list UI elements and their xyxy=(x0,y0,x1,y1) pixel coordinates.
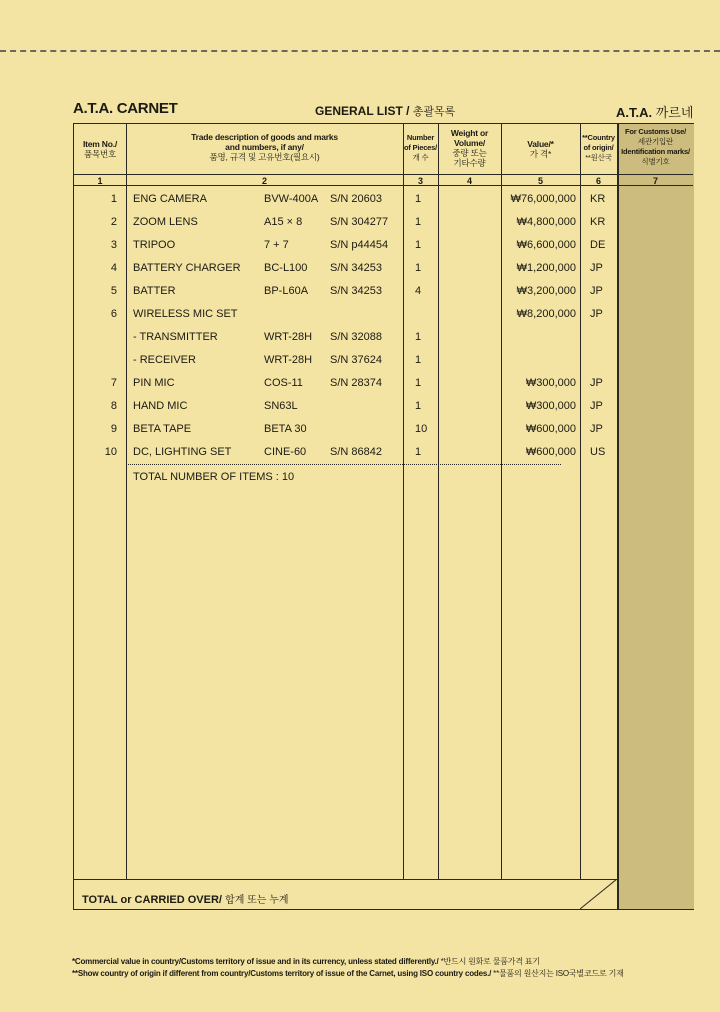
item-model: BETA 30 xyxy=(264,423,307,435)
header-country xyxy=(580,133,617,163)
header-pieces-line2: of Pieces/ xyxy=(403,143,438,152)
item-number: 10 xyxy=(104,446,117,458)
footnote-1-en: *Commercial value in country/Customs territory of issue and in its currency, unless stated differently./ xyxy=(72,957,439,966)
item-pieces: 1 xyxy=(415,239,422,251)
item-pieces: 1 xyxy=(415,446,422,458)
item-model: COS-11 xyxy=(264,377,303,389)
total-carried-over xyxy=(82,891,289,906)
item-row xyxy=(74,285,617,308)
item-description: WIRELESS MIC SET xyxy=(133,308,238,320)
item-pieces: 1 xyxy=(415,377,422,389)
item-serial: S/N 28374 xyxy=(330,377,382,389)
carnet-title-right-ko: 까르네 xyxy=(655,105,694,120)
general-list-title-ko: 총괄목록 xyxy=(412,106,456,118)
footnote-2-en: **Show country of origin if different from country/Customs territory of issue of the Carnet, using ISO country codes./ xyxy=(72,969,492,978)
item-description: - TRANSMITTER xyxy=(133,331,218,343)
item-description: BETA TAPE xyxy=(133,423,192,435)
item-serial: S/N 20603 xyxy=(330,193,382,205)
colnum-4: 4 xyxy=(466,176,472,186)
item-value: ₩4,800,000 xyxy=(516,216,576,228)
item-serial: S/N 37624 xyxy=(330,354,382,366)
item-value: ₩6,600,000 xyxy=(516,239,576,251)
item-country: JP xyxy=(590,262,603,274)
total-carried-over-ko: 합계 또는 누계 xyxy=(225,895,289,906)
item-country: JP xyxy=(590,308,603,320)
item-country: JP xyxy=(590,285,603,297)
item-pieces: 4 xyxy=(415,285,422,297)
item-serial: S/N 32088 xyxy=(330,331,382,343)
header-description xyxy=(126,132,403,162)
item-value: ₩300,000 xyxy=(525,377,576,389)
carnet-title: A.T.A. CARNET xyxy=(73,100,178,117)
rule-header-bottom xyxy=(74,174,693,175)
item-row xyxy=(74,308,617,331)
item-number: 9 xyxy=(110,423,117,435)
footnote-commercial-value xyxy=(72,956,540,967)
item-pieces: 1 xyxy=(415,331,422,343)
colnum-5: 5 xyxy=(537,176,543,186)
header-country-line2: of origin/ xyxy=(583,143,614,152)
header-customs-line2: Identification marks/ xyxy=(621,147,690,156)
item-row xyxy=(74,354,617,377)
item-row xyxy=(74,216,617,239)
colnum-2: 2 xyxy=(261,176,267,186)
item-country: KR xyxy=(590,216,606,228)
item-model: BP-L60A xyxy=(264,285,309,297)
header-item-no xyxy=(74,139,126,159)
item-number: 8 xyxy=(110,400,117,412)
item-description: ZOOM LENS xyxy=(133,216,198,228)
header-weight-line2: Volume/ xyxy=(453,138,486,148)
header-customs-ko2: 식별기호 xyxy=(641,157,670,166)
item-value: ₩8,200,000 xyxy=(516,308,576,320)
header-pieces-ko: 개 수 xyxy=(412,153,429,162)
item-country: JP xyxy=(590,400,603,412)
item-row xyxy=(74,423,617,446)
item-country: JP xyxy=(590,377,603,389)
item-value: ₩3,200,000 xyxy=(516,285,576,297)
item-description: - RECEIVER xyxy=(133,354,196,366)
item-model: BC-L100 xyxy=(264,262,308,274)
header-description-line1: Trade description of goods and marks xyxy=(191,132,338,142)
carnet-title-right xyxy=(616,102,693,121)
item-number: 7 xyxy=(110,377,117,389)
item-country: KR xyxy=(590,193,606,205)
header-customs-line1: For Customs Use/ xyxy=(625,127,686,136)
header-weight-line1: Weight or xyxy=(450,128,489,138)
item-number: 6 xyxy=(110,308,117,320)
general-list-title xyxy=(315,103,455,119)
item-model: WRT-28H xyxy=(264,331,313,343)
rule-total-top xyxy=(74,879,617,880)
item-value: ₩600,000 xyxy=(525,423,576,435)
perforation-line xyxy=(0,50,720,52)
header-description-line2: and numbers, if any/ xyxy=(225,142,304,152)
header-value xyxy=(501,139,580,159)
item-row xyxy=(74,193,617,216)
item-model: BVW-400A xyxy=(264,193,319,205)
item-description: DC, LIGHTING SET xyxy=(133,446,232,458)
carnet-title-right-en: A.T.A. xyxy=(616,105,653,120)
general-list-title-en: GENERAL LIST / xyxy=(315,104,410,118)
total-number-of-items: TOTAL NUMBER OF ITEMS : 10 xyxy=(133,471,295,483)
header-pieces-line1: Number xyxy=(406,133,435,142)
header-weight-ko2: 기타수량 xyxy=(453,158,486,168)
item-description: HAND MIC xyxy=(133,400,188,412)
item-pieces: 10 xyxy=(415,423,428,435)
item-pieces: 1 xyxy=(415,354,422,366)
item-model: SN63L xyxy=(264,400,298,412)
item-description: BATTERY CHARGER xyxy=(133,262,241,274)
item-description: BATTER xyxy=(133,285,176,297)
header-weight xyxy=(438,128,501,168)
colnum-1: 1 xyxy=(97,176,103,186)
item-model: WRT-28H xyxy=(264,354,313,366)
general-list-form xyxy=(73,123,694,910)
colnum-6: 6 xyxy=(595,176,601,186)
item-description: PIN MIC xyxy=(133,377,175,389)
total-carried-over-en: TOTAL or CARRIED OVER/ xyxy=(82,894,222,906)
dotted-separator xyxy=(128,464,561,465)
item-row xyxy=(74,400,617,423)
item-pieces: 1 xyxy=(415,400,422,412)
header-country-line1: **Country xyxy=(582,133,615,142)
header-pieces xyxy=(403,133,438,163)
item-value: ₩600,000 xyxy=(525,446,576,458)
customs-use-column xyxy=(617,124,694,909)
item-value: ₩76,000,000 xyxy=(510,193,576,205)
item-model: A15 × 8 xyxy=(264,216,303,228)
item-serial: S/N 34253 xyxy=(330,285,382,297)
country-total-diagonal xyxy=(580,879,617,909)
item-serial: S/N 34253 xyxy=(330,262,382,274)
header-country-ko: **원산국 xyxy=(585,153,612,162)
header-customs xyxy=(617,127,694,167)
header-customs-ko1: 세관기입란 xyxy=(637,137,674,146)
header-weight-ko1: 중량 또는 xyxy=(452,148,487,158)
item-model: 7 + 7 xyxy=(264,239,289,251)
item-serial: S/N 304277 xyxy=(330,216,389,228)
item-row xyxy=(74,239,617,262)
footnote-1-ko: *반드시 원화로 물품가격 표기 xyxy=(440,957,540,966)
item-value: ₩300,000 xyxy=(525,400,576,412)
item-country: JP xyxy=(590,423,603,435)
item-row xyxy=(74,262,617,285)
header-item-no-en: Item No./ xyxy=(82,139,118,149)
item-pieces: 1 xyxy=(415,262,422,274)
item-model: CINE-60 xyxy=(264,446,307,458)
item-country: US xyxy=(590,446,606,458)
item-row xyxy=(74,331,617,354)
header-description-ko: 품명, 규격 및 고유번호(필요시) xyxy=(209,152,320,162)
item-pieces: 1 xyxy=(415,216,422,228)
item-value: ₩1,200,000 xyxy=(516,262,576,274)
colnum-3: 3 xyxy=(417,176,423,186)
item-number: 5 xyxy=(110,285,117,297)
item-row xyxy=(74,446,617,469)
item-serial: S/N p44454 xyxy=(330,239,389,251)
item-pieces: 1 xyxy=(415,193,422,205)
footnote-country-origin xyxy=(72,968,624,979)
header-value-en: Value/* xyxy=(527,139,554,149)
footnote-2-ko: **물품의 원산지는 ISO국별코드로 기재 xyxy=(493,969,624,978)
header-value-ko: 가 격* xyxy=(529,149,552,159)
item-row xyxy=(74,377,617,400)
item-country: DE xyxy=(590,239,606,251)
item-number: 4 xyxy=(110,262,117,274)
item-number: 2 xyxy=(110,216,117,228)
item-number: 1 xyxy=(110,193,117,205)
item-description: TRIPOO xyxy=(133,239,176,251)
item-serial: S/N 86842 xyxy=(330,446,382,458)
colnum-7: 7 xyxy=(652,176,658,186)
header-item-no-ko: 품목번호 xyxy=(83,149,117,159)
item-number: 3 xyxy=(110,239,117,251)
item-description: ENG CAMERA xyxy=(133,193,207,205)
